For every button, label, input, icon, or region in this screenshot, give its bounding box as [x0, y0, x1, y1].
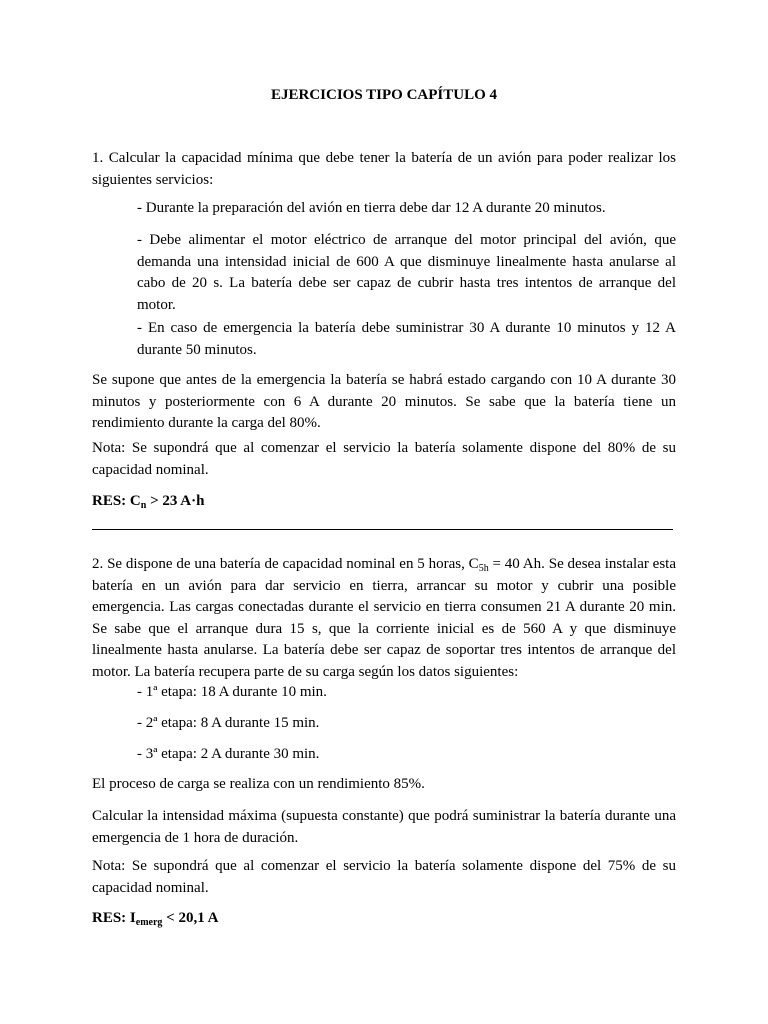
exercise-2-note: Nota: Se supondrá que al comenzar el servicio la batería solamente dispone del 75% de su capacidad nominal. [92, 858, 676, 896]
exercise-1-item-3: - En caso de emergencia la batería debe suministrar 30 A durante 10 minutos y 12 A durante 50 minutos. [137, 320, 676, 358]
exercise-1-paragraph: Se supone que antes de la emergencia la batería se habrá estado cargando con 10 A durante 30 minutos y posteriormente con 6 A durante 20 minutos. Se sabe que la batería tiene un rendimiento durante la carga del 80%. [92, 372, 676, 431]
exercise-2-stage-2: - 2ª etapa: 8 A durante 15 min. [137, 715, 320, 731]
exercise-2-stage-1: - 1ª etapa: 18 A durante 10 min. [137, 684, 327, 700]
exercise-2-intro: 2. Se dispone de una batería de capacidad nominal en 5 horas, $C_{5h} = 40$ Ah. Se desea instalar esta batería en un avión para dar servicio en tierra, arrancar su motor y cubrir una posible emergencia. Las cargas conectadas durante el servicio en tierra consumen 21 A durante 20 min. Se sabe que el arranque dura 15 s, que la corriente inicial es de 560 A y que disminuye linealmente hasta anularse. La batería debe ser capaz de soportar tres intentos de arranque del motor. La batería recupera parte de su carga según los datos siguientes: [92, 556, 676, 680]
exercise-2-calculate: Calcular la intensidad máxima (supuesta constante) que podrá suministrar la batería durante una emergencia de 1 hora de duración. [92, 808, 676, 846]
exercise-2-result: RES: $I_{emerg} < 20,1$ A [92, 910, 219, 928]
exercise-1-item-2: - Debe alimentar el motor eléctrico de arranque del motor principal del avión, que demanda una intensidad inicial de 600 A que disminuye linealmente hasta anularse al cabo de 20 s. La batería debe ser capaz de cubrir hasta tres intentos de arranque del motor. [137, 232, 676, 313]
exercise-2-stage-3: - 3ª etapa: 2 A durante 30 min. [137, 746, 320, 762]
exercise-1-note: Nota: Se supondrá que al comenzar el servicio la batería solamente dispone del 80% de su capacidad nominal. [92, 440, 676, 478]
exercise-1-item-1: - Durante la preparación del avión en tierra debe dar 12 A durante 20 minutos. [137, 200, 606, 216]
page-title: EJERCICIOS TIPO CAPÍTULO 4 [270, 87, 498, 103]
section-divider [92, 529, 673, 530]
exercise-1-intro: 1. Calcular la capacidad mínima que debe tener la batería de un avión para poder realizar los siguientes servicios: [92, 150, 676, 188]
exercise-2-process: El proceso de carga se realiza con un rendimiento 85%. [92, 776, 425, 792]
exercise-1-result: RES: $C_n > 23$ A·h [92, 493, 205, 511]
